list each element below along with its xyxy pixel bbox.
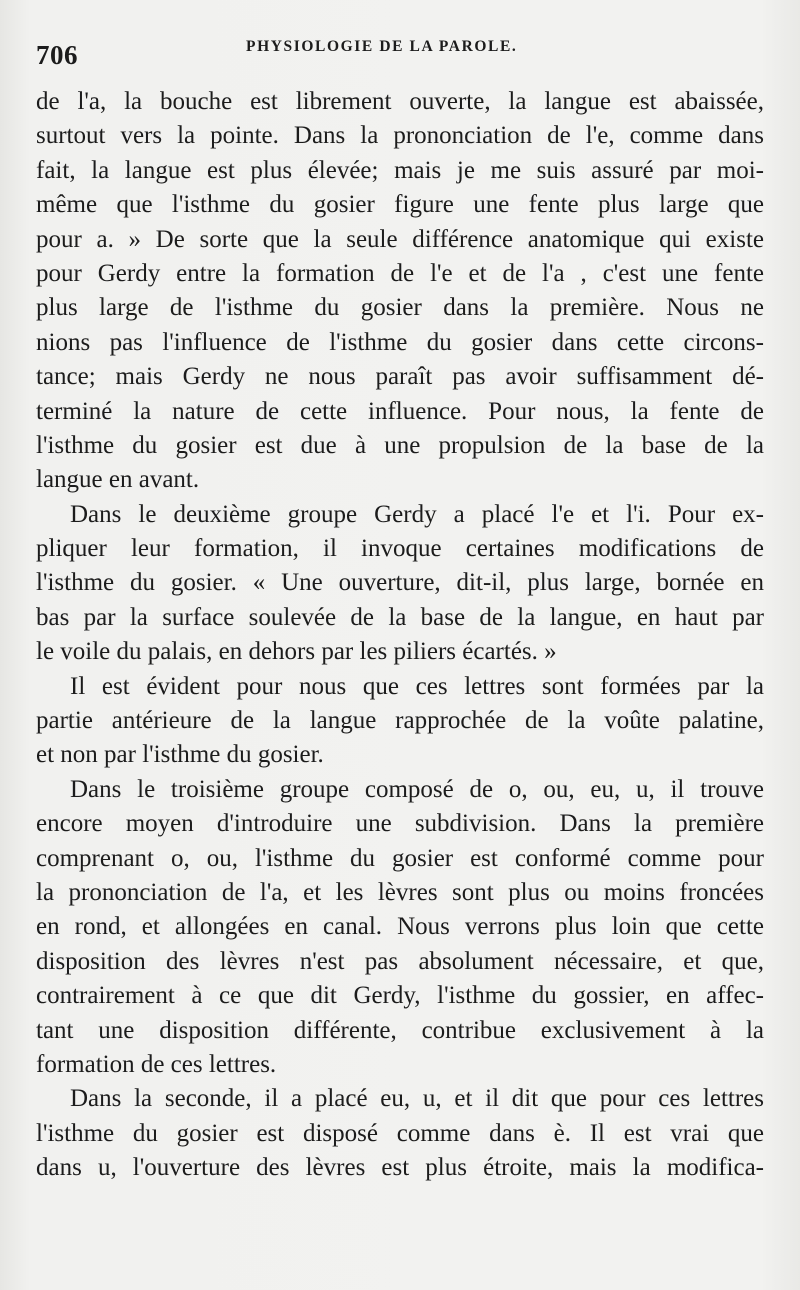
paragraph: [36, 498, 764, 670]
text-line: en rond, et allongées en canal. Nous verrons plus loin que cette: [36, 913, 764, 941]
text-line: dans u, l'ouverture des lèvres est plus étroite, mais la modifica-: [36, 1154, 764, 1182]
body-text: [36, 85, 764, 1186]
text-line: tance; mais Gerdy ne nous paraît pas avoir suffisamment dé-: [36, 363, 764, 391]
page-header: [36, 38, 756, 78]
text-line: pliquer leur formation, il invoque certaines modifications de: [36, 535, 764, 563]
text-line: tant une disposition différente, contribue exclusivement à la: [36, 1016, 764, 1044]
text-line: contrairement à ce que dit Gerdy, l'isthme du gossier, en affec-: [36, 982, 764, 1010]
text-line: comprenant o, ou, l'isthme du gosier est conformé comme pour: [36, 844, 764, 872]
text-line: l'isthme du gosier est disposé comme dans è. Il est vrai que: [36, 1119, 764, 1147]
paragraph: [36, 85, 764, 498]
text-line: nions pas l'influence de l'isthme du gosier dans cette circons-: [36, 328, 764, 356]
text-line: Il est évident pour nous que ces lettres sont formées par la: [70, 672, 764, 700]
text-line: pour a. » De sorte que la seule différence anatomique qui existe: [36, 225, 764, 253]
text-line: le voile du palais, en dehors par les piliers écartés. »: [36, 638, 557, 666]
text-line: même que l'isthme du gosier figure une fente plus large que: [36, 191, 764, 219]
text-line: formation de ces lettres.: [36, 1050, 277, 1078]
text-line: disposition des lèvres n'est pas absolument nécessaire, et que,: [36, 947, 764, 975]
paragraph: [36, 773, 764, 1083]
text-line: l'isthme du gosier. « Une ouverture, dit-il, plus large, bornée en: [36, 569, 764, 597]
text-line: Dans le deuxième groupe Gerdy a placé l'e et l'i. Pour ex-: [70, 500, 764, 528]
text-line: encore moyen d'introduire une subdivision. Dans la première: [36, 810, 764, 838]
text-line: terminé la nature de cette influence. Pour nous, la fente de: [36, 397, 764, 425]
text-line: surtout vers la pointe. Dans la prononciation de l'e, comme dans: [36, 122, 764, 150]
text-line: la prononciation de l'a, et les lèvres sont plus ou moins froncées: [36, 878, 764, 906]
text-line: langue en avant.: [36, 466, 200, 494]
text-line: plus large de l'isthme du gosier dans la première. Nous ne: [36, 294, 764, 322]
text-line: Dans le troisième groupe composé de o, ou, eu, u, il trouve: [70, 775, 764, 803]
text-line: bas par la surface soulevée de la base de la langue, en haut par: [36, 603, 764, 631]
text-line: fait, la langue est plus élevée; mais je me suis assuré par moi-: [36, 156, 764, 184]
paragraph: [36, 1082, 764, 1185]
text-line: pour Gerdy entre la formation de l'e et de l'a , c'est une fente: [36, 259, 764, 287]
paragraph: [36, 670, 764, 773]
text-line: l'isthme du gosier est due à une propulsion de la base de la: [36, 431, 764, 459]
text-line: et non par l'isthme du gosier.: [36, 741, 324, 769]
text-line: de l'a, la bouche est librement ouverte, la langue est abaissée,: [36, 88, 764, 115]
text-line: Dans la seconde, il a placé eu, u, et il dit que pour ces lettres: [70, 1085, 764, 1113]
text-line: partie antérieure de la langue rapprochée de la voûte palatine,: [36, 707, 764, 735]
running-title: PHYSIOLOGIE DE LA PAROLE.: [246, 38, 518, 55]
page-number: 706: [36, 40, 78, 70]
